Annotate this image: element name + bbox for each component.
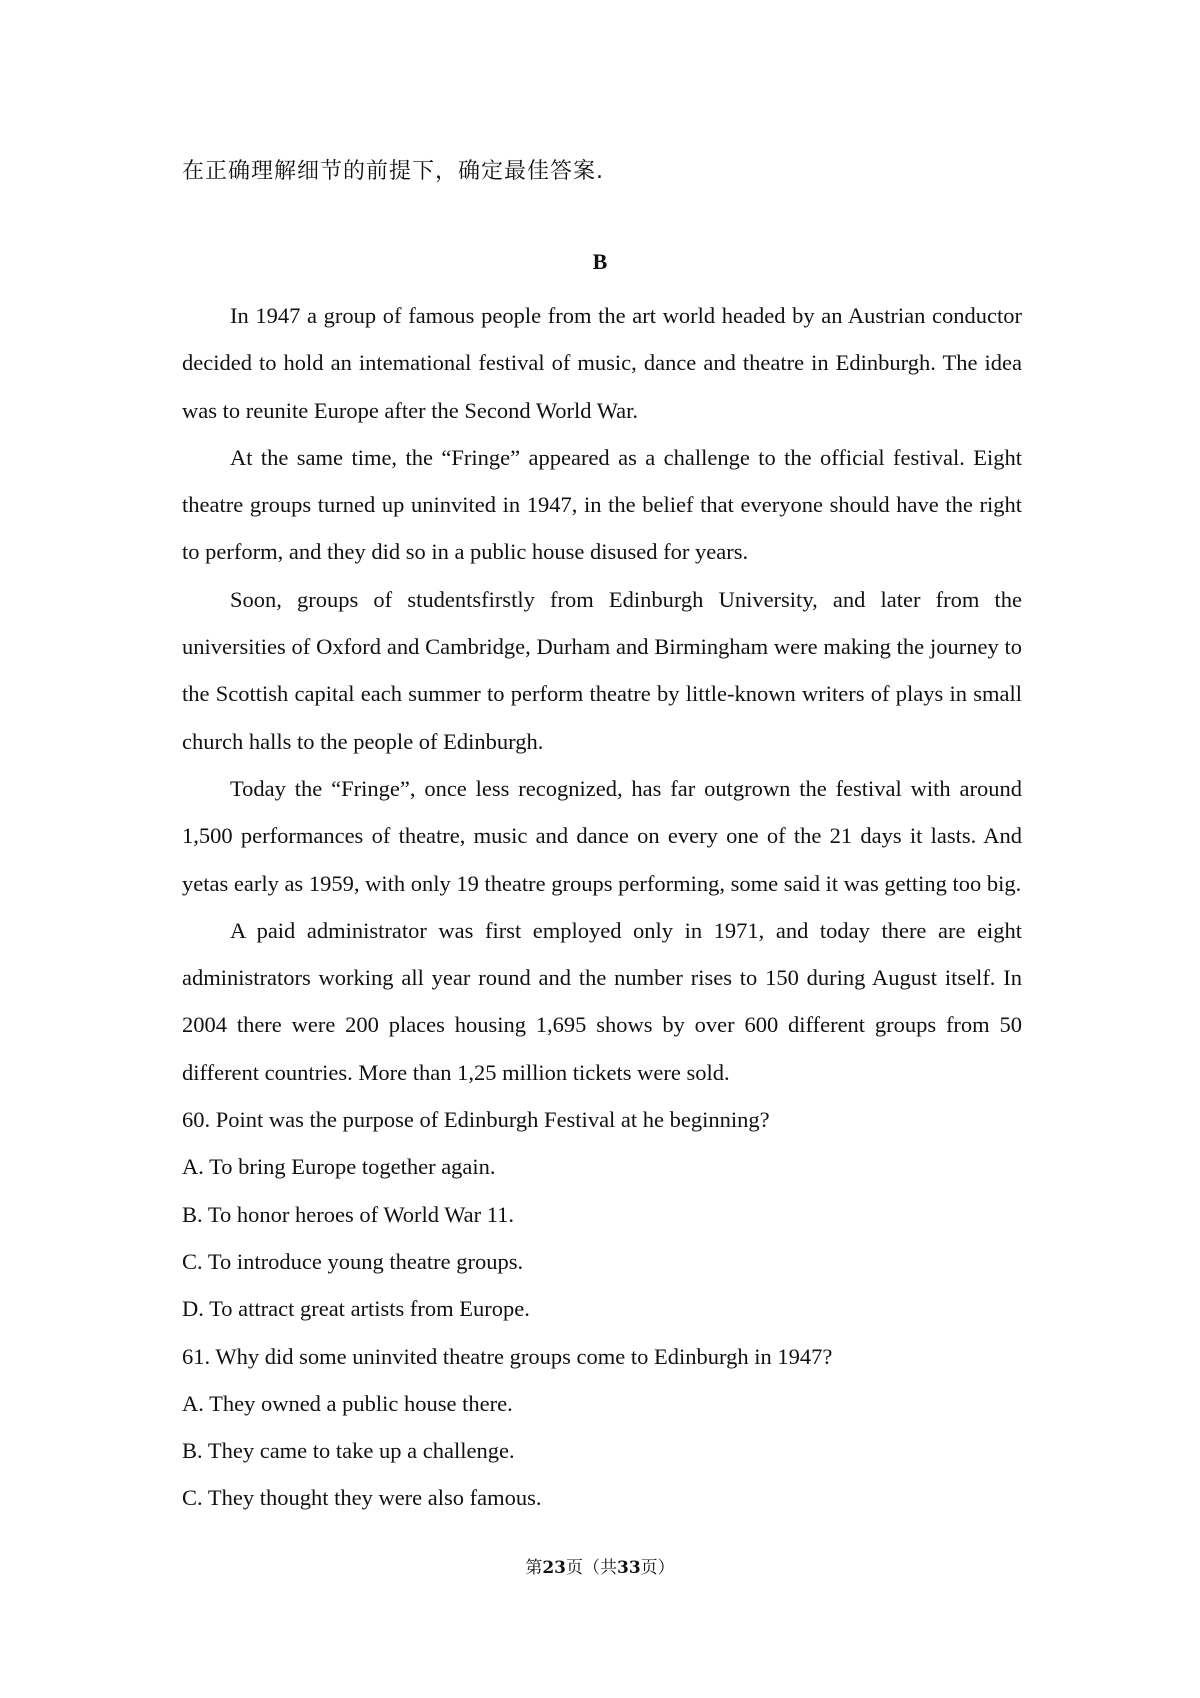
answer-option-c: C. They thought they were also famous.	[182, 1485, 542, 1511]
reading-passage	[182, 292, 1022, 1096]
current-page-number: 23	[542, 1558, 566, 1578]
intro-note: 在正确理解细节的前提下，确定最佳答案.	[182, 159, 604, 184]
answer-option-c: C. To introduce young theatre groups.	[182, 1248, 524, 1274]
section-heading: B	[592, 249, 608, 274]
footer-prefix: 第	[525, 1558, 543, 1578]
answer-option-b: B. To honor heroes of World War 11.	[182, 1201, 515, 1227]
passage-paragraph: Today the “Fringe”, once less recognized, has far outgrown the festival with around 1,500 performances of theatre, music and dance on every one of the 21 days it lasts. And yetas early as 1959, with only 19 theatre groups performing, some said it was getting too big.	[182, 775, 1022, 896]
question-61	[182, 1333, 1022, 1522]
passage-paragraph: At the same time, the “Fringe” appeared as a challenge to the official festival. Eight theatre groups turned up uninvited in 1947, in the belief that everyone should have the right to perform, and they did so in a public house disused for years.	[182, 444, 1022, 565]
question-stem: 60. Point was the purpose of Edinburgh Festival at he beginning?	[182, 1107, 770, 1133]
footer-middle: 页（共	[566, 1558, 617, 1578]
total-page-count: 33	[617, 1558, 641, 1578]
page-footer	[0, 1556, 1200, 1580]
passage-paragraph: In 1947 a group of famous people from the art world headed by an Austrian conductor decided to hold an intemational festival of music, dance and theatre in Edinburgh. The idea was to reunite Europe after the Second World War.	[182, 303, 1022, 423]
question-stem: 61. Why did some uninvited theatre groups come to Edinburgh in 1947?	[182, 1343, 833, 1369]
passage-paragraph: Soon, groups of studentsfirstly from Edinburgh University, and later from the universities of Oxford and Cambridge, Durham and Birmingham were making the journey to the Scottish capital each summer to perform theatre by little-known writers of plays in small church halls to the people of Edinburgh.	[182, 586, 1022, 754]
answer-option-a: A. They owned a public house there.	[182, 1390, 513, 1416]
question-60	[182, 1096, 1022, 1332]
answer-option-d: D. To attract great artists from Europe.	[182, 1296, 530, 1322]
passage-and-questions	[182, 292, 1022, 1522]
answer-option-a: A. To bring Europe together again.	[182, 1154, 496, 1180]
footer-suffix: 页）	[640, 1558, 675, 1578]
answer-option-b: B. They came to take up a challenge.	[182, 1438, 515, 1464]
passage-paragraph: A paid administrator was first employed only in 1971, and today there are eight administrators working all year round and the number rises to 150 during August itself. In 2004 there were 200 places housing 1,695 shows by over 600 different groups from 50 different countries. More than 1,25 million tickets were sold.	[182, 917, 1022, 1085]
